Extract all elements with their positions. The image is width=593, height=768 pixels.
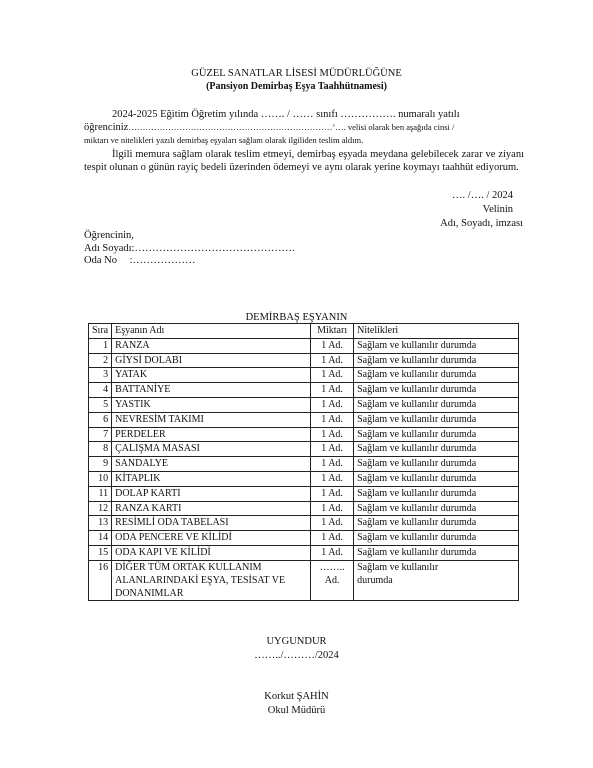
header-name: Eşyanın Adı — [112, 324, 311, 339]
declaration-paragraph — [84, 108, 524, 147]
row-desc: Sağlam ve kullanılır durumda — [354, 531, 519, 546]
row-name: DOLAP KARTI — [112, 486, 311, 501]
row-name: ODA KAPI VE KİLİDİ — [112, 545, 311, 560]
row-no: 14 — [89, 531, 112, 546]
table-row — [89, 353, 519, 368]
room-label: Oda No — [84, 255, 117, 266]
row-desc-line: durumda — [357, 574, 393, 586]
row-name-line: DONANIMLAR — [115, 587, 184, 599]
row-name: YASTIK — [112, 397, 311, 412]
table-row — [89, 531, 519, 546]
row-qty: 1 Ad. — [311, 531, 354, 546]
row-name: RANZA KARTI — [112, 501, 311, 516]
row-no: 11 — [89, 486, 112, 501]
row-name: YATAK — [112, 368, 311, 383]
table-row — [89, 501, 519, 516]
approval-text: UYGUNDUR — [266, 636, 327, 647]
table-row — [89, 471, 519, 486]
row-qty: 1 Ad. — [311, 471, 354, 486]
row-no: 3 — [89, 368, 112, 383]
row-name: RESİMLİ ODA TABELASI — [112, 516, 311, 531]
row-qty — [311, 560, 354, 600]
row-desc: Sağlam ve kullanılır durumda — [354, 442, 519, 457]
row-desc — [354, 560, 519, 600]
row-name: BATTANİYE — [112, 383, 311, 398]
row-no: 13 — [89, 516, 112, 531]
signature-fields: Adı, Soyadı, imzası — [440, 218, 523, 229]
row-no: 15 — [89, 545, 112, 560]
table-row — [89, 338, 519, 353]
student-name-line: Adı Soyadı:………………………………………. — [84, 242, 295, 254]
row-desc: Sağlam ve kullanılır durumda — [354, 501, 519, 516]
table-row — [89, 383, 519, 398]
declaration-line-2-end: ………………………………………………………………’…. velisi olarak ben aşağıda cinsi / — [128, 122, 455, 132]
school-title: GÜZEL SANATLAR LİSESİ MÜDÜRLÜĞÜNE — [191, 68, 402, 79]
table-header-row — [89, 324, 519, 339]
row-desc: Sağlam ve kullanılır durumda — [354, 516, 519, 531]
row-name: SANDALYE — [112, 457, 311, 472]
student-info — [84, 230, 295, 268]
header-qty: Miktarı — [311, 324, 354, 339]
table-row — [89, 397, 519, 412]
principal-title: Okul Müdürü — [267, 705, 326, 716]
row-qty: 1 Ad. — [311, 457, 354, 472]
row-qty: 1 Ad. — [311, 516, 354, 531]
row-no: 8 — [89, 442, 112, 457]
row-name-line: DİĞER TÜM ORTAK KULLANIM — [115, 561, 262, 573]
row-qty: 1 Ad. — [311, 353, 354, 368]
row-name: RANZA — [112, 338, 311, 353]
row-no: 4 — [89, 383, 112, 398]
row-no: 2 — [89, 353, 112, 368]
table-row — [89, 545, 519, 560]
signature-role: Velinin — [482, 204, 513, 215]
row-name-line: ALANLARINDAKİ EŞYA, TESİSAT VE — [115, 574, 286, 586]
table-row — [89, 412, 519, 427]
row-desc: Sağlam ve kullanılır durumda — [354, 545, 519, 560]
row-desc: Sağlam ve kullanılır durumda — [354, 471, 519, 486]
table-row — [89, 368, 519, 383]
row-desc: Sağlam ve kullanılır durumda — [354, 486, 519, 501]
row-qty: 1 Ad. — [311, 486, 354, 501]
declaration-line-2 — [84, 121, 524, 134]
row-name: PERDELER — [112, 427, 311, 442]
table-row — [89, 457, 519, 472]
row-qty: 1 Ad. — [311, 383, 354, 398]
row-qty: 1 Ad. — [311, 501, 354, 516]
row-name: ODA PENCERE VE KİLİDİ — [112, 531, 311, 546]
row-desc: Sağlam ve kullanılır durumda — [354, 338, 519, 353]
declaration-line-2-start: öğrenciniz — [84, 122, 129, 133]
row-no: 6 — [89, 412, 112, 427]
row-qty: 1 Ad. — [311, 427, 354, 442]
table-row — [89, 427, 519, 442]
row-desc: Sağlam ve kullanılır durumda — [354, 457, 519, 472]
table-body — [89, 338, 519, 600]
header-no: Sıra — [89, 324, 112, 339]
row-no: 9 — [89, 457, 112, 472]
row-no: 10 — [89, 471, 112, 486]
row-qty: 1 Ad. — [311, 412, 354, 427]
inventory-table — [88, 323, 519, 601]
row-qty: 1 Ad. — [311, 442, 354, 457]
student-heading: Öğrencinin, — [84, 230, 134, 241]
table-row — [89, 486, 519, 501]
document-subtitle: (Pansiyon Demirbaş Eşya Taahhütnamesi) — [206, 81, 387, 92]
row-qty: 1 Ad. — [311, 368, 354, 383]
row-qty-line: Ad. — [324, 574, 340, 586]
row-name — [112, 560, 311, 600]
row-qty: 1 Ad. — [311, 545, 354, 560]
row-name: NEVRESİM TAKIMI — [112, 412, 311, 427]
row-name: KİTAPLIK — [112, 471, 311, 486]
table-title: DEMİRBAŞ EŞYANIN — [245, 312, 348, 323]
approval-date: ……../………/2024 — [254, 650, 339, 661]
student-room-line — [84, 255, 295, 268]
row-no: 1 — [89, 338, 112, 353]
room-value: :……………… — [129, 255, 196, 266]
row-desc-line: Sağlam ve kullanılır — [357, 561, 439, 573]
row-no: 12 — [89, 501, 112, 516]
row-qty: 1 Ad. — [311, 397, 354, 412]
row-name: ÇALIŞMA MASASI — [112, 442, 311, 457]
declaration-line-3: miktarı ve nitelikleri yazılı demirbaş eşyaları sağlam olarak ilgiliden teslim aldım. — [84, 135, 364, 145]
commitment-paragraph: İlgili memura sağlam olarak teslim etmeyi, demirbaş eşyada meydana gelebilecek zarar ve ziyanı tespit olunan o günün rayiç bedeli üzerinden ödemeyi ve aynı olarak yerine koymayı taahhüt ediyorum. — [84, 149, 524, 173]
row-desc: Sağlam ve kullanılır durumda — [354, 412, 519, 427]
row-no: 5 — [89, 397, 112, 412]
row-desc: Sağlam ve kullanılır durumda — [354, 383, 519, 398]
row-desc: Sağlam ve kullanılır durumda — [354, 368, 519, 383]
row-name: GİYSİ DOLABI — [112, 353, 311, 368]
signature-date: …. /…. / 2024 — [452, 190, 513, 201]
row-qty-line: …….. — [319, 561, 345, 573]
row-desc: Sağlam ve kullanılır durumda — [354, 353, 519, 368]
row-no: 7 — [89, 427, 112, 442]
row-desc: Sağlam ve kullanılır durumda — [354, 397, 519, 412]
row-no: 16 — [89, 560, 112, 600]
principal-name: Korkut ŞAHİN — [264, 691, 329, 702]
table-row — [89, 516, 519, 531]
table-row — [89, 442, 519, 457]
header-desc: Nitelikleri — [354, 324, 519, 339]
declaration-line-1: 2024-2025 Eğitim Öğretim yılında ……. / …… sınıfı ……………. numaralı yatılı — [112, 109, 460, 120]
row-qty: 1 Ad. — [311, 338, 354, 353]
row-desc: Sağlam ve kullanılır durumda — [354, 427, 519, 442]
table-row — [89, 560, 519, 600]
